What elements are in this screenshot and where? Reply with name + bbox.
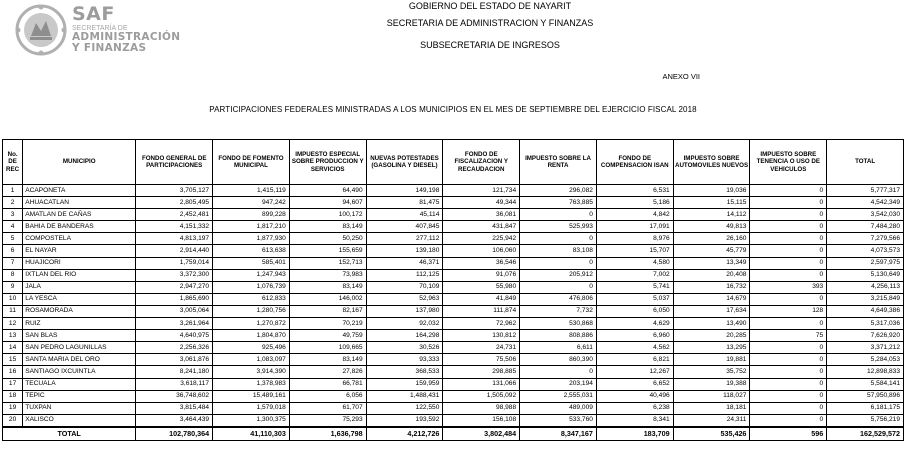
amount-cell: 0 — [750, 209, 827, 221]
amount-cell: 2,597,975 — [827, 257, 904, 269]
amount-cell: 112,125 — [366, 269, 443, 281]
municipio-name: AMATLAN DE CAÑAS — [23, 209, 136, 221]
amount-cell: 1,083,097 — [213, 354, 290, 366]
amount-cell: 0 — [750, 233, 827, 245]
table-row — [3, 366, 904, 378]
column-header: IMPUESTO SOBRE TENENCIA O USO DE VEHICULOS — [750, 140, 827, 185]
amount-cell: 13,490 — [673, 318, 750, 330]
amount-cell: 0 — [520, 233, 597, 245]
row-number: 6 — [3, 245, 23, 257]
amount-cell: 6,611 — [520, 342, 597, 354]
amount-cell: 13,349 — [673, 257, 750, 269]
amount-cell: 407,845 — [366, 221, 443, 233]
header-subsecretaria: SUBSECRETARIA DE INGRESOS — [420, 40, 560, 50]
row-number: 3 — [3, 209, 23, 221]
amount-cell: 82,167 — [289, 305, 366, 317]
amount-cell: 72,962 — [443, 318, 520, 330]
column-header: IMPUESTO SOBRE AUTOMOVILES NUEVOS — [673, 140, 750, 185]
amount-cell: 40,496 — [596, 390, 673, 402]
amount-cell: 225,942 — [443, 233, 520, 245]
amount-cell: 49,344 — [443, 197, 520, 209]
amount-cell: 431,847 — [443, 221, 520, 233]
amount-cell: 156,108 — [443, 414, 520, 427]
municipio-name: ACAPONETA — [23, 185, 136, 197]
table-row — [3, 197, 904, 209]
amount-cell: 0 — [750, 342, 827, 354]
amount-cell: 4,640,975 — [136, 330, 213, 342]
amount-cell: 393 — [750, 281, 827, 293]
amount-cell: 1,378,983 — [213, 378, 290, 390]
total-amount-cell: 102,780,364 — [136, 427, 213, 441]
amount-cell: 16,732 — [673, 281, 750, 293]
table-row — [3, 281, 904, 293]
municipio-name: JALA — [23, 281, 136, 293]
amount-cell: 808,886 — [520, 330, 597, 342]
row-number: 15 — [3, 354, 23, 366]
table-row — [3, 342, 904, 354]
amount-cell: 81,475 — [366, 197, 443, 209]
amount-cell: 6,181,175 — [827, 402, 904, 414]
amount-cell: 26,160 — [673, 233, 750, 245]
amount-cell: 17,634 — [673, 305, 750, 317]
row-number: 18 — [3, 390, 23, 402]
amount-cell: 3,914,390 — [213, 366, 290, 378]
amount-cell: 4,542,349 — [827, 197, 904, 209]
amount-cell: 0 — [520, 366, 597, 378]
amount-cell: 70,219 — [289, 318, 366, 330]
amount-cell: 131,066 — [443, 378, 520, 390]
amount-cell: 6,821 — [596, 354, 673, 366]
amount-cell: 1,817,210 — [213, 221, 290, 233]
amount-cell: 6,056 — [289, 390, 366, 402]
amount-cell: 203,194 — [520, 378, 597, 390]
row-number: 16 — [3, 366, 23, 378]
table-row — [3, 390, 904, 402]
amount-cell: 6,531 — [596, 185, 673, 197]
municipio-name: XALISCO — [23, 414, 136, 427]
amount-cell: 6,960 — [596, 330, 673, 342]
municipio-name: COMPOSTELA — [23, 233, 136, 245]
amount-cell: 8,976 — [596, 233, 673, 245]
amount-cell: 368,533 — [366, 366, 443, 378]
amount-cell: 585,401 — [213, 257, 290, 269]
amount-cell: 15,489,161 — [213, 390, 290, 402]
amount-cell: 1,759,014 — [136, 257, 213, 269]
amount-cell: 7,279,566 — [827, 233, 904, 245]
amount-cell: 15,707 — [596, 245, 673, 257]
total-amount-cell: 41,110,303 — [213, 427, 290, 441]
amount-cell: 2,947,270 — [136, 281, 213, 293]
amount-cell: 8,341 — [596, 414, 673, 427]
amount-cell: 0 — [750, 390, 827, 402]
column-header: No. DE REC — [3, 140, 23, 185]
logo-saf-text: SAF — [72, 3, 115, 25]
amount-cell: 146,002 — [289, 293, 366, 305]
amount-cell: 1,280,756 — [213, 305, 290, 317]
amount-cell: 159,959 — [366, 378, 443, 390]
total-amount-cell: 4,212,726 — [366, 427, 443, 441]
amount-cell: 3,372,300 — [136, 269, 213, 281]
amount-cell: 19,881 — [673, 354, 750, 366]
amount-cell: 763,885 — [520, 197, 597, 209]
amount-cell: 93,333 — [366, 354, 443, 366]
amount-cell: 5,756,219 — [827, 414, 904, 427]
amount-cell: 3,261,964 — [136, 318, 213, 330]
amount-cell: 205,912 — [520, 269, 597, 281]
table-row — [3, 185, 904, 197]
amount-cell: 155,659 — [289, 245, 366, 257]
total-amount-cell: 535,426 — [673, 427, 750, 441]
row-number: 14 — [3, 342, 23, 354]
amount-cell: 66,781 — [289, 378, 366, 390]
municipio-name: AHUACATLAN — [23, 197, 136, 209]
amount-cell: 3,061,876 — [136, 354, 213, 366]
amount-cell: 100,172 — [289, 209, 366, 221]
table-row — [3, 330, 904, 342]
amount-cell: 489,009 — [520, 402, 597, 414]
municipio-name: TECUALA — [23, 378, 136, 390]
municipio-name: HUAJICORI — [23, 257, 136, 269]
amount-cell: 2,914,440 — [136, 245, 213, 257]
amount-cell: 24,731 — [443, 342, 520, 354]
column-header: FONDO DE FOMENTO MUNICIPAL — [213, 140, 290, 185]
total-amount-cell: 8,347,167 — [520, 427, 597, 441]
amount-cell: 296,082 — [520, 185, 597, 197]
amount-cell: 24,311 — [673, 414, 750, 427]
amount-cell: 298,885 — [443, 366, 520, 378]
column-header: FONDO GENERAL DE PARTICIPACIONES — [136, 140, 213, 185]
amount-cell: 5,741 — [596, 281, 673, 293]
amount-cell: 5,317,036 — [827, 318, 904, 330]
amount-cell: 2,555,031 — [520, 390, 597, 402]
row-number: 5 — [3, 233, 23, 245]
table-row — [3, 245, 904, 257]
amount-cell: 4,580 — [596, 257, 673, 269]
amount-cell: 70,109 — [366, 281, 443, 293]
amount-cell: 164,298 — [366, 330, 443, 342]
amount-cell: 61,707 — [289, 402, 366, 414]
amount-cell: 7,484,280 — [827, 221, 904, 233]
amount-cell: 41,849 — [443, 293, 520, 305]
amount-cell: 612,833 — [213, 293, 290, 305]
amount-cell: 1,579,018 — [213, 402, 290, 414]
amount-cell: 3,542,030 — [827, 209, 904, 221]
amount-cell: 1,247,943 — [213, 269, 290, 281]
amount-cell: 860,390 — [520, 354, 597, 366]
table-row — [3, 318, 904, 330]
municipio-name: TEPIC — [23, 390, 136, 402]
amount-cell: 0 — [750, 414, 827, 427]
row-number: 17 — [3, 378, 23, 390]
amount-cell: 4,842 — [596, 209, 673, 221]
anexo-label: ANEXO VII — [662, 72, 700, 81]
amount-cell: 3,371,212 — [827, 342, 904, 354]
amount-cell: 1,505,092 — [443, 390, 520, 402]
amount-cell: 0 — [750, 185, 827, 197]
column-header: FONDO DE FISCALIZACION Y RECAUDACION — [443, 140, 520, 185]
amount-cell: 35,752 — [673, 366, 750, 378]
amount-cell: 149,198 — [366, 185, 443, 197]
amount-cell: 1,865,690 — [136, 293, 213, 305]
amount-cell: 3,464,439 — [136, 414, 213, 427]
amount-cell: 46,371 — [366, 257, 443, 269]
amount-cell: 118,027 — [673, 390, 750, 402]
amount-cell: 121,734 — [443, 185, 520, 197]
amount-cell: 3,618,117 — [136, 378, 213, 390]
total-label: TOTAL — [3, 427, 136, 441]
amount-cell: 0 — [750, 378, 827, 390]
amount-cell: 0 — [750, 366, 827, 378]
amount-cell: 50,250 — [289, 233, 366, 245]
amount-cell: 0 — [520, 257, 597, 269]
row-number: 13 — [3, 330, 23, 342]
municipio-name: RUIZ — [23, 318, 136, 330]
table-row — [3, 378, 904, 390]
table-row — [3, 269, 904, 281]
amount-cell: 6,238 — [596, 402, 673, 414]
municipio-name: EL NAYAR — [23, 245, 136, 257]
amount-cell: 4,813,197 — [136, 233, 213, 245]
amount-cell: 0 — [750, 245, 827, 257]
column-header: MUNICIPIO — [23, 140, 136, 185]
amount-cell: 1,877,930 — [213, 233, 290, 245]
amount-cell: 55,980 — [443, 281, 520, 293]
amount-cell: 75,506 — [443, 354, 520, 366]
municipio-name: BAHIA DE BANDERAS — [23, 221, 136, 233]
amount-cell: 19,036 — [673, 185, 750, 197]
amount-cell: 52,963 — [366, 293, 443, 305]
amount-cell: 73,983 — [289, 269, 366, 281]
table-row — [3, 221, 904, 233]
total-amount-cell: 162,529,572 — [827, 427, 904, 441]
amount-cell: 5,284,053 — [827, 354, 904, 366]
amount-cell: 27,826 — [289, 366, 366, 378]
amount-cell: 947,242 — [213, 197, 290, 209]
total-amount-cell: 1,636,798 — [289, 427, 366, 441]
amount-cell: 83,149 — [289, 221, 366, 233]
amount-cell: 4,649,386 — [827, 305, 904, 317]
amount-cell: 14,679 — [673, 293, 750, 305]
amount-cell: 193,592 — [366, 414, 443, 427]
amount-cell: 130,812 — [443, 330, 520, 342]
amount-cell: 5,037 — [596, 293, 673, 305]
row-number: 8 — [3, 269, 23, 281]
amount-cell: 5,186 — [596, 197, 673, 209]
amount-cell: 1,300,375 — [213, 414, 290, 427]
nayarit-emblem-icon — [14, 3, 68, 57]
amount-cell: 4,256,113 — [827, 281, 904, 293]
logo-secretaria-text: SECRETARÍA DE — [72, 25, 128, 32]
amount-cell: 530,868 — [520, 318, 597, 330]
amount-cell: 7,732 — [520, 305, 597, 317]
table-row — [3, 293, 904, 305]
amount-cell: 13,295 — [673, 342, 750, 354]
row-number: 9 — [3, 281, 23, 293]
amount-cell: 111,874 — [443, 305, 520, 317]
amount-cell: 0 — [750, 402, 827, 414]
amount-cell: 0 — [520, 209, 597, 221]
amount-cell: 49,759 — [289, 330, 366, 342]
column-header: TOTAL — [827, 140, 904, 185]
amount-cell: 45,779 — [673, 245, 750, 257]
amount-cell: 0 — [520, 281, 597, 293]
amount-cell: 75,293 — [289, 414, 366, 427]
header-government: GOBIERNO DEL ESTADO DE NAYARIT — [408, 1, 572, 11]
amount-cell: 8,241,180 — [136, 366, 213, 378]
row-number: 12 — [3, 318, 23, 330]
amount-cell: 139,180 — [366, 245, 443, 257]
amount-cell: 20,408 — [673, 269, 750, 281]
amount-cell: 83,149 — [289, 281, 366, 293]
amount-cell: 15,115 — [673, 197, 750, 209]
amount-cell: 109,665 — [289, 342, 366, 354]
amount-cell: 925,496 — [213, 342, 290, 354]
amount-cell: 3,005,064 — [136, 305, 213, 317]
table-row — [3, 257, 904, 269]
municipio-name: SAN PEDRO LAGUNILLAS — [23, 342, 136, 354]
amount-cell: 899,228 — [213, 209, 290, 221]
amount-cell: 5,130,649 — [827, 269, 904, 281]
amount-cell: 476,806 — [520, 293, 597, 305]
logo-finanzas-text: Y FINANZAS — [72, 42, 147, 54]
amount-cell: 36,081 — [443, 209, 520, 221]
total-row — [3, 427, 904, 441]
row-number: 2 — [3, 197, 23, 209]
row-number: 11 — [3, 305, 23, 317]
amount-cell: 3,815,484 — [136, 402, 213, 414]
amount-cell: 92,032 — [366, 318, 443, 330]
total-amount-cell: 183,709 — [596, 427, 673, 441]
municipio-name: IXTLAN DEL RIO — [23, 269, 136, 281]
amount-cell: 3,215,849 — [827, 293, 904, 305]
amount-cell: 83,149 — [289, 354, 366, 366]
municipio-name: SAN BLAS — [23, 330, 136, 342]
amount-cell: 18,181 — [673, 402, 750, 414]
amount-cell: 75 — [750, 330, 827, 342]
column-header: IMPUESTO SOBRE LA RENTA — [520, 140, 597, 185]
amount-cell: 0 — [750, 197, 827, 209]
row-number: 4 — [3, 221, 23, 233]
amount-cell: 20,285 — [673, 330, 750, 342]
amount-cell: 1,076,739 — [213, 281, 290, 293]
table-header-row — [3, 140, 904, 185]
logo-administracion-text: ADMINISTRACIÓN — [72, 31, 181, 43]
amount-cell: 6,050 — [596, 305, 673, 317]
saf-logo — [14, 3, 184, 57]
amount-cell: 12,898,833 — [827, 366, 904, 378]
header-secretaria: SECRETARIA DE ADMINISTRACION Y FINANZAS — [386, 18, 594, 28]
amount-cell: 0 — [750, 257, 827, 269]
amount-cell: 4,151,332 — [136, 221, 213, 233]
amount-cell: 64,490 — [289, 185, 366, 197]
amount-cell: 83,108 — [520, 245, 597, 257]
amount-cell: 12,267 — [596, 366, 673, 378]
amount-cell: 36,546 — [443, 257, 520, 269]
total-amount-cell: 596 — [750, 427, 827, 441]
row-number: 19 — [3, 402, 23, 414]
amount-cell: 277,112 — [366, 233, 443, 245]
table-row — [3, 209, 904, 221]
amount-cell: 94,607 — [289, 197, 366, 209]
table-row — [3, 354, 904, 366]
amount-cell: 613,638 — [213, 245, 290, 257]
amount-cell: 36,748,602 — [136, 390, 213, 402]
amount-cell: 1,804,870 — [213, 330, 290, 342]
amount-cell: 57,950,896 — [827, 390, 904, 402]
amount-cell: 17,091 — [596, 221, 673, 233]
amount-cell: 4,073,573 — [827, 245, 904, 257]
amount-cell: 0 — [750, 354, 827, 366]
amount-cell: 4,562 — [596, 342, 673, 354]
municipio-name: SANTA MARIA DEL ORO — [23, 354, 136, 366]
amount-cell: 137,980 — [366, 305, 443, 317]
amount-cell: 525,993 — [520, 221, 597, 233]
table-row — [3, 233, 904, 245]
row-number: 20 — [3, 414, 23, 427]
amount-cell: 91,076 — [443, 269, 520, 281]
amount-cell: 2,256,326 — [136, 342, 213, 354]
column-header: NUEVAS POTESTADES (GASOLINA Y DIESEL) — [366, 140, 443, 185]
amount-cell: 14,112 — [673, 209, 750, 221]
municipio-name: TUXPAN — [23, 402, 136, 414]
document-title: PARTICIPACIONES FEDERALES MINISTRADAS A LOS MUNICIPIOS EN EL MES DE SEPTIEMBRE DEL EJERCICIO FISCAL 2018 — [209, 105, 697, 114]
amount-cell: 5,584,141 — [827, 378, 904, 390]
row-number: 10 — [3, 293, 23, 305]
table-row — [3, 414, 904, 427]
amount-cell: 3,705,127 — [136, 185, 213, 197]
amount-cell: 49,813 — [673, 221, 750, 233]
amount-cell: 128 — [750, 305, 827, 317]
municipio-name: ROSAMORADA — [23, 305, 136, 317]
amount-cell: 30,526 — [366, 342, 443, 354]
table-row — [3, 402, 904, 414]
amount-cell: 0 — [750, 269, 827, 281]
column-header: FONDO DE COMPENSACION ISAN — [596, 140, 673, 185]
row-number: 1 — [3, 185, 23, 197]
amount-cell: 6,652 — [596, 378, 673, 390]
amount-cell: 7,626,920 — [827, 330, 904, 342]
amount-cell: 533,760 — [520, 414, 597, 427]
amount-cell: 98,988 — [443, 402, 520, 414]
municipio-name: LA YESCA — [23, 293, 136, 305]
municipio-name: SANTIAGO IXCUINTLA — [23, 366, 136, 378]
amount-cell: 7,002 — [596, 269, 673, 281]
amount-cell: 45,114 — [366, 209, 443, 221]
amount-cell: 5,777,317 — [827, 185, 904, 197]
amount-cell: 4,629 — [596, 318, 673, 330]
table-row — [3, 305, 904, 317]
total-amount-cell: 3,802,484 — [443, 427, 520, 441]
amount-cell: 152,713 — [289, 257, 366, 269]
column-header: IMPUESTO ESPECIAL SOBRE PRODUCCION Y SERVICIOS — [289, 140, 366, 185]
row-number: 7 — [3, 257, 23, 269]
amount-cell: 1,415,119 — [213, 185, 290, 197]
amount-cell: 122,550 — [366, 402, 443, 414]
amount-cell: 2,452,481 — [136, 209, 213, 221]
amount-cell: 1,488,431 — [366, 390, 443, 402]
amount-cell: 0 — [750, 293, 827, 305]
participaciones-table — [2, 139, 904, 441]
amount-cell: 2,805,495 — [136, 197, 213, 209]
amount-cell: 0 — [750, 221, 827, 233]
amount-cell: 19,388 — [673, 378, 750, 390]
amount-cell: 1,270,872 — [213, 318, 290, 330]
amount-cell: 0 — [750, 318, 827, 330]
amount-cell: 106,060 — [443, 245, 520, 257]
table-body — [3, 185, 904, 441]
